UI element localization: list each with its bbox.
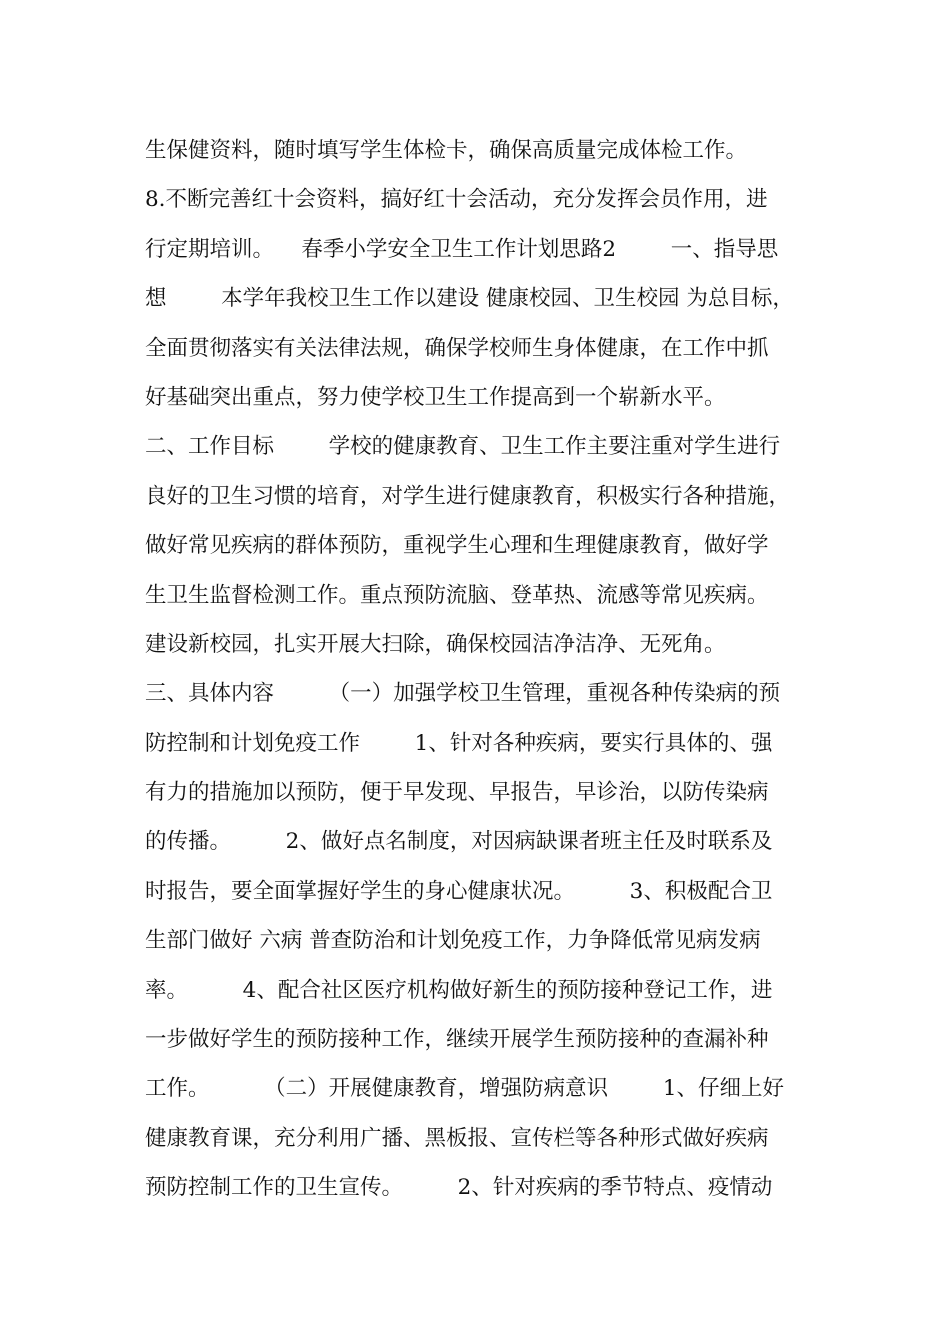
text-line: 时报告，要全面掌握好学生的身心健康状况。 3、积极配合卫 xyxy=(145,878,773,904)
text-line: 生卫生监督检测工作。重点预防流脑、登革热、流感等常见疾病。 xyxy=(145,582,769,608)
text-line: 预防控制工作的卫生宣传。 2、针对疾病的季节特点、疫情动 xyxy=(145,1175,773,1201)
text-line: 8.不断完善红十会资料，搞好红十会活动，充分发挥会员作用，进 xyxy=(145,187,768,213)
text-line: 一步做好学生的预防接种工作，继续开展学生预防接种的查漏补种 xyxy=(145,1027,769,1053)
text-line: 防控制和计划免疫工作 1、针对各种疾病，要实行具体的、强 xyxy=(145,730,773,756)
text-line: 生保健资料，随时填写学生体检卡，确保高质量完成体检工作。 xyxy=(145,138,748,163)
text-line: 行定期培训。 春季小学安全卫生工作计划思路2 一、指导思 xyxy=(145,236,779,262)
text-line: 的传播。 2、做好点名制度，对因病缺课者班主任及时联系及 xyxy=(145,829,773,855)
text-line: 工作。 （二）开展健康教育，增强防病意识 1、仔细上好 xyxy=(145,1076,785,1102)
text-line: 健康教育课，充分利用广播、黑板报、宣传栏等各种形式做好疾病 xyxy=(145,1125,769,1151)
text-line: 二、工作目标 学校的健康教育、卫生工作主要注重对学生进行 xyxy=(145,434,781,460)
body-text xyxy=(145,126,815,1213)
text-line: 三、具体内容 （一）加强学校卫生管理，重视各种传染病的预 xyxy=(145,681,781,707)
text-line: 良好的卫生习惯的培育，对学生进行健康教育，积极实行各种措施， xyxy=(145,483,791,509)
text-line: 建设新校园，扎实开展大扫除，确保校园洁净洁净、无死角。 xyxy=(145,631,726,657)
text-line: 有力的措施加以预防，便于早发现、早报告，早诊治，以防传染病 xyxy=(145,780,769,806)
text-line: 生部门做好 六病 普查防治和计划免疫工作，力争降低常见病发病 xyxy=(145,928,761,954)
text-line: 做好常见疾病的群体预防，重视学生心理和生理健康教育，做好学 xyxy=(145,533,769,559)
text-line: 好基础突出重点，努力使学校卫生工作提高到一个崭新水平。 xyxy=(145,384,726,410)
text-line: 想 本学年我校卫生工作以建设 健康校园、卫生校园 为总目标， xyxy=(145,286,794,312)
text-line: 全面贯彻落实有关法律法规，确保学校师生身体健康，在工作中抓 xyxy=(145,335,769,361)
text-line: 率。 4、配合社区医疗机构做好新生的预防接种登记工作，进 xyxy=(145,977,773,1003)
